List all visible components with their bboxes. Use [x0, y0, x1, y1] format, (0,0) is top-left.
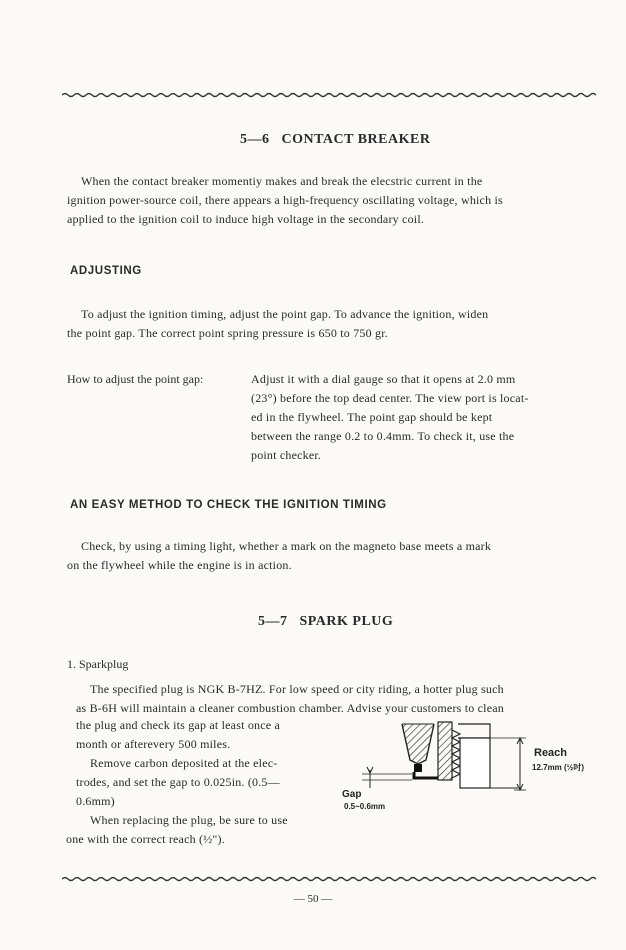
text-line: Remove carbon deposited at the elec- — [90, 756, 278, 770]
text-line: on the flywheel while the engine is in action. — [67, 558, 292, 572]
text-line: When the contact breaker momentiy makes and break the elecstric current in the — [81, 174, 483, 188]
text-line: ed in the flywheel. The point gap should be kept — [251, 410, 493, 424]
reach-label: Reach — [534, 747, 568, 759]
section-title: CONTACT BREAKER — [281, 132, 431, 147]
sparkplug-instructions — [66, 716, 338, 849]
text-line: the plug and check its gap at least once a — [76, 718, 280, 732]
contact-breaker-intro — [67, 172, 607, 229]
adjusting-heading: ADJUSTING — [70, 265, 142, 277]
reach-value: 12.7mm (½吋) — [532, 763, 585, 772]
text-line: Check, by using a timing light, whether a mark on the magneto base meets a mark — [81, 539, 492, 553]
spark-plug-diagram — [340, 712, 600, 822]
text-line: one with the correct reach (½"). — [66, 832, 225, 846]
section-number: 5—7 — [258, 614, 288, 629]
text-line: ignition power-source coil, there appears a high-frequency oscillating voltage, which is — [67, 193, 503, 207]
top-decorative-rule — [62, 92, 598, 98]
text-line: Adjust it with a dial gauge so that it opens at 2.0 mm — [251, 372, 516, 386]
text-line: To adjust the ignition timing, adjust the point gap. To advance the ignition, widen — [81, 307, 489, 321]
text-line: point checker. — [251, 448, 322, 462]
text-line: the point gap. The correct point spring pressure is 650 to 750 gr. — [67, 326, 388, 340]
text-line: applied to the ignition coil to induce high voltage in the secondary coil. — [67, 212, 425, 226]
section-5-6-heading — [240, 132, 430, 148]
easy-method-paragraph — [67, 537, 592, 575]
text-line: When replacing the plug, be sure to use — [90, 813, 288, 827]
text-line: 0.6mm) — [76, 794, 115, 808]
how-to-instructions — [251, 370, 596, 465]
gap-label: Gap — [342, 789, 362, 800]
adjusting-paragraph — [67, 305, 602, 343]
text-line: trodes, and set the gap to 0.025in. (0.5— — [76, 775, 280, 789]
bottom-decorative-rule — [62, 876, 598, 882]
section-title: SPARK PLUG — [299, 614, 394, 629]
text-line: The specified plug is NGK B-7HZ. For low speed or city riding, a hotter plug such — [90, 682, 504, 696]
text-line: (23°) before the top dead center. The view port is locat- — [251, 391, 529, 405]
sparkplug-item-label: 1. Sparkplug — [67, 657, 129, 671]
gap-value: 0.5~0.6mm — [344, 802, 386, 811]
section-5-7-heading — [258, 614, 393, 630]
how-to-label: How to adjust the point gap: — [67, 372, 204, 386]
page-number: — 50 — — [293, 893, 333, 905]
easy-method-heading: AN EASY METHOD TO CHECK THE IGNITION TIMING — [70, 499, 387, 511]
text-line: between the range 0.2 to 0.4mm. To check it, use the — [251, 429, 515, 443]
section-number: 5—6 — [240, 132, 270, 147]
text-line: as B-6H will maintain a cleaner combustion chamber. Advise your customers to clean — [76, 701, 504, 715]
text-line: month or afterevery 500 miles. — [76, 737, 231, 751]
